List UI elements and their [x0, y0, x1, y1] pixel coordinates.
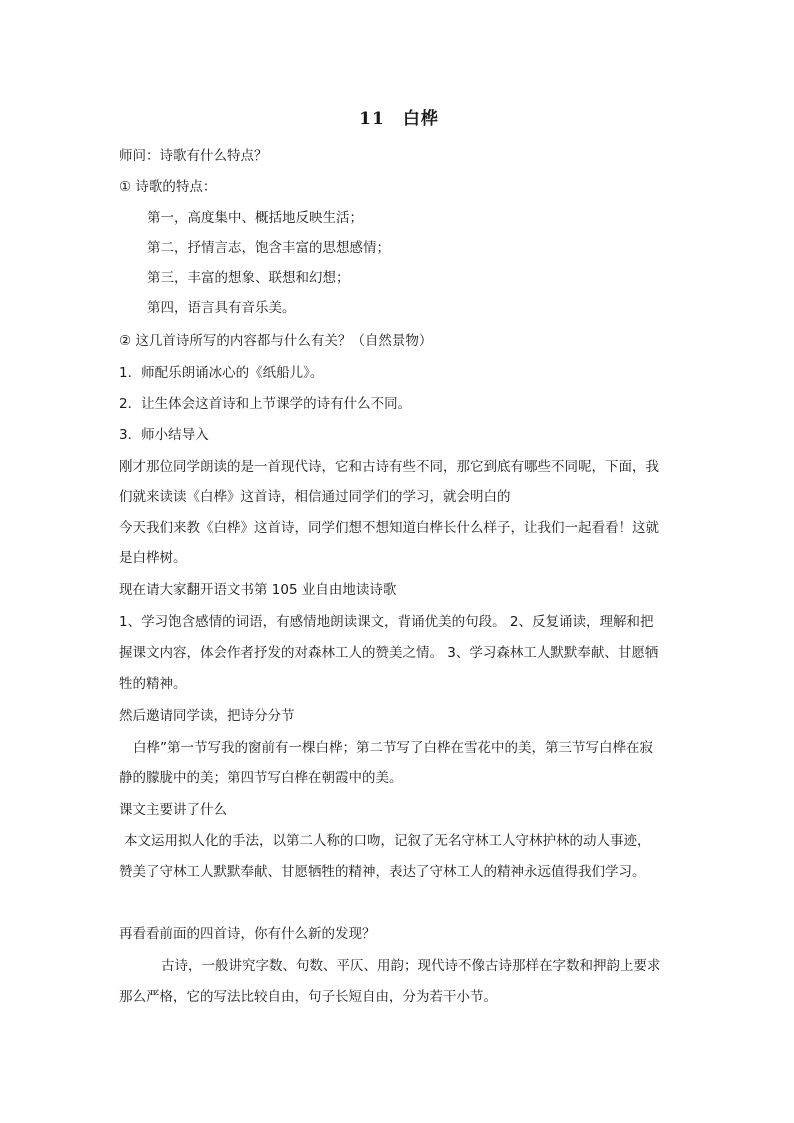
text-line: 是白桦树。 — [119, 550, 187, 566]
text-line: 牲的精神。 — [119, 676, 187, 692]
text-line: 赞美了守林工人默默奉献、甘愿牺牲的精神，表达了守林工人的精神永远值得我们学习。 — [119, 864, 646, 880]
document-page — [119, 0, 679, 1123]
text-line: ① 诗歌的特点： — [119, 179, 217, 195]
text-line: 2．让生体会这首诗和上节课学的诗有什么不同。 — [119, 396, 412, 412]
document-title: 11 白桦 — [359, 109, 439, 129]
text-line: 现在请大家翻开语文书第 105 业自由地读诗歌 — [119, 582, 397, 598]
text-line: 静的朦胧中的美；第四节写白桦在朝霞中的美。 — [119, 770, 403, 786]
text-line: ② 这几首诗所写的内容都与什么有关？（自然景物） — [119, 333, 433, 349]
text-line: 握课文内容，体会作者抒发的对森林工人的赞美之情。 3、学习森林工人默默奉献、甘愿牺 — [119, 645, 659, 661]
text-line: 那么严格，它的写法比较自由，句子长短自由，分为若干小节。 — [119, 989, 497, 1005]
text-line: 1．师配乐朗诵冰心的《纸船儿》。 — [119, 365, 324, 381]
text-line: 刚才那位同学朗读的是一首现代诗，它和古诗有些不同，那它到底有哪些不同呢，下面，我 — [119, 459, 659, 475]
text-line: 1、学习饱含感情的词语，有感情地朗读课文，背诵优美的句段。 2、反复诵读，理解和把 — [119, 614, 654, 630]
text-line: 白桦”第一节写我的窗前有一棵白桦；第二节写了白桦在雪花中的美，第三节写白桦在寂 — [133, 740, 653, 756]
text-line: 再看看前面的四首诗，你有什么新的发现？ — [119, 926, 376, 942]
text-line: 第三，丰富的想象、联想和幻想； — [147, 270, 350, 286]
text-line: 第一，高度集中、概括地反映生活； — [147, 210, 363, 226]
text-line: 古诗，一般讲究字数、句数、平仄、用韵；现代诗不像古诗那样在字数和押韵上要求 — [161, 958, 661, 974]
text-line: 师问：诗歌有什么特点？ — [119, 148, 268, 164]
text-line: 今天我们来教《白桦》这首诗，同学们想不想知道白桦长什么样子，让我们一起看看！这就 — [119, 520, 659, 536]
text-line: 课文主要讲了什么 — [119, 802, 227, 818]
text-line: 第四，语言具有音乐美。 — [147, 300, 296, 316]
text-line: 然后邀请同学读，把诗分分节 — [119, 708, 295, 724]
text-line: 们就来读读《白桦》这首诗，相信通过同学们的学习，就会明白的 — [119, 489, 511, 505]
text-line: 本文运用拟人化的手法，以第二人称的口吻，记叙了无名守林工人守林护林的动人事迹， — [124, 833, 651, 849]
text-line: 3．师小结导入 — [119, 427, 209, 443]
text-line: 第二，抒情言志，饱含丰富的思想感情； — [147, 240, 390, 256]
